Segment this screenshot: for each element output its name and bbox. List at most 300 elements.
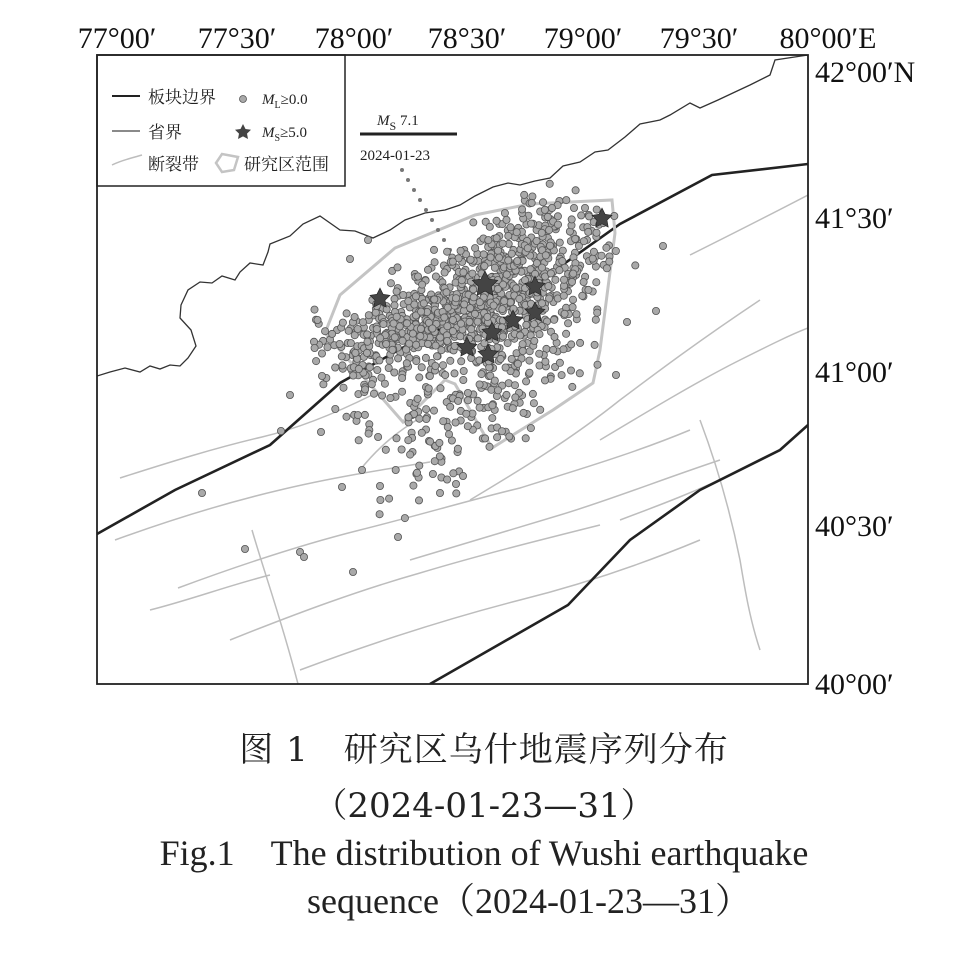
earthquake-event bbox=[516, 295, 523, 302]
earthquake-event bbox=[338, 353, 345, 360]
earthquake-event bbox=[606, 258, 613, 265]
earthquake-event bbox=[592, 316, 599, 323]
earthquake-event bbox=[467, 305, 474, 312]
earthquake-event bbox=[426, 372, 433, 379]
earthquake-event bbox=[364, 236, 371, 243]
earthquake-event bbox=[577, 339, 584, 346]
earthquake-event bbox=[406, 340, 413, 347]
lon-tick-80-00: 80°00′E bbox=[779, 22, 877, 55]
earthquake-event bbox=[512, 394, 519, 401]
earthquake-event bbox=[568, 278, 575, 285]
earthquake-event bbox=[496, 254, 503, 261]
earthquake-event bbox=[466, 318, 473, 325]
earthquake-event bbox=[324, 344, 331, 351]
earthquake-event bbox=[366, 364, 373, 371]
earthquake-event bbox=[377, 496, 384, 503]
earthquake-event bbox=[567, 367, 574, 374]
earthquake-event bbox=[377, 335, 384, 342]
earthquake-event bbox=[505, 257, 512, 264]
earthquake-event bbox=[343, 413, 350, 420]
earthquake-event bbox=[519, 206, 526, 213]
earthquake-event bbox=[513, 285, 520, 292]
earthquake-event bbox=[470, 219, 477, 226]
earthquake-event bbox=[489, 415, 496, 422]
earthquake-event bbox=[472, 245, 479, 252]
mainshock-leader bbox=[400, 168, 458, 262]
earthquake-event bbox=[385, 364, 392, 371]
earthquake-event bbox=[513, 229, 520, 236]
earthquake-event bbox=[563, 330, 570, 337]
earthquake-event bbox=[300, 553, 307, 560]
earthquake-event bbox=[452, 480, 459, 487]
earthquake-event bbox=[440, 418, 447, 425]
earthquake-event bbox=[311, 306, 318, 313]
earthquake-event bbox=[372, 309, 379, 316]
earthquake-event bbox=[476, 404, 483, 411]
earthquake-event bbox=[447, 357, 454, 364]
earthquake-event bbox=[480, 251, 487, 258]
earthquake-event bbox=[436, 439, 443, 446]
earthquake-event bbox=[563, 197, 570, 204]
earthquake-event bbox=[547, 270, 554, 277]
earthquake-event bbox=[424, 340, 431, 347]
earthquake-event bbox=[585, 228, 592, 235]
earthquake-event bbox=[363, 349, 370, 356]
earthquake-event bbox=[572, 235, 579, 242]
earthquake-event bbox=[598, 252, 605, 259]
earthquake-event bbox=[482, 435, 489, 442]
earthquake-event bbox=[546, 227, 553, 234]
earthquake-event bbox=[351, 313, 358, 320]
earthquake-event bbox=[484, 313, 491, 320]
earthquake-event bbox=[517, 332, 524, 339]
earthquake-event bbox=[474, 335, 481, 342]
earthquake-event bbox=[361, 411, 368, 418]
lon-tick-77-00: 77°00′ bbox=[77, 22, 157, 55]
earthquake-event bbox=[441, 269, 448, 276]
earthquake-event bbox=[491, 377, 498, 384]
earthquake-event bbox=[390, 320, 397, 327]
earthquake-event bbox=[503, 391, 510, 398]
mainshock-annotation bbox=[360, 113, 457, 164]
earthquake-event bbox=[578, 212, 585, 219]
earthquake-event bbox=[424, 266, 431, 273]
earthquake-event bbox=[346, 255, 353, 262]
earthquake-event bbox=[451, 370, 458, 377]
earthquake-event bbox=[453, 490, 460, 497]
earthquake-event bbox=[523, 378, 530, 385]
earthquake-event bbox=[416, 374, 423, 381]
legend-ml-label: $M_L\ge 0.0$ bbox=[262, 92, 308, 111]
earthquake-event bbox=[569, 383, 576, 390]
earthquake-event bbox=[347, 340, 354, 347]
earthquake-event bbox=[415, 497, 422, 504]
earthquake-event bbox=[332, 364, 339, 371]
earthquake-event bbox=[570, 204, 577, 211]
earthquake-event bbox=[485, 237, 492, 244]
earthquake-event bbox=[382, 446, 389, 453]
earthquake-event bbox=[528, 220, 535, 227]
earthquake-event bbox=[400, 291, 407, 298]
earthquake-event bbox=[590, 248, 597, 255]
earthquake-event bbox=[417, 325, 424, 332]
earthquake-event bbox=[399, 337, 406, 344]
earthquake-event bbox=[579, 292, 586, 299]
earthquake-event bbox=[423, 415, 430, 422]
earthquake-event bbox=[568, 341, 575, 348]
earthquake-event bbox=[494, 285, 501, 292]
earthquake-event bbox=[458, 277, 465, 284]
earthquake-event bbox=[514, 257, 521, 264]
earthquake-event bbox=[387, 280, 394, 287]
earthquake-events bbox=[198, 180, 666, 575]
earthquake-event bbox=[444, 248, 451, 255]
earthquake-event bbox=[454, 445, 461, 452]
earthquake-event bbox=[526, 369, 533, 376]
earthquake-event bbox=[542, 358, 549, 365]
lat-tick-40-00: 40°00′ bbox=[815, 668, 894, 701]
earthquake-event bbox=[539, 199, 546, 206]
earthquake-event bbox=[447, 403, 454, 410]
earthquake-event bbox=[499, 240, 506, 247]
right-axis-labels bbox=[815, 56, 915, 701]
earthquake-event bbox=[612, 371, 619, 378]
earthquake-event bbox=[373, 325, 380, 332]
earthquake-event bbox=[399, 374, 406, 381]
earthquake-event bbox=[489, 402, 496, 409]
earthquake-event bbox=[398, 446, 405, 453]
earthquake-event bbox=[468, 354, 475, 361]
earthquake-event bbox=[469, 270, 476, 277]
lon-tick-79-00: 79°00′ bbox=[543, 22, 623, 55]
earthquake-event bbox=[560, 292, 567, 299]
earthquake-event bbox=[413, 469, 420, 476]
earthquake-event bbox=[443, 289, 450, 296]
earthquake-event bbox=[476, 381, 483, 388]
earthquake-event bbox=[318, 372, 325, 379]
earthquake-event bbox=[508, 355, 515, 362]
earthquake-event bbox=[322, 328, 329, 335]
earthquake-event bbox=[405, 437, 412, 444]
lat-tick-41-30: 41°30′ bbox=[815, 202, 894, 235]
earthquake-event bbox=[611, 212, 618, 219]
earthquake-event bbox=[374, 366, 381, 373]
earthquake-event bbox=[652, 307, 659, 314]
earthquake-event bbox=[521, 277, 528, 284]
legend-ms-label: $M_S\ge 5.0$ bbox=[262, 125, 308, 144]
earthquake-event bbox=[430, 407, 437, 414]
earthquake-event bbox=[313, 358, 320, 365]
earthquake-event bbox=[507, 224, 514, 231]
earthquake-event bbox=[403, 360, 410, 367]
earthquake-event bbox=[589, 255, 596, 262]
earthquake-event bbox=[403, 320, 410, 327]
earthquake-event bbox=[511, 382, 518, 389]
earthquake-event bbox=[355, 437, 362, 444]
earthquake-event bbox=[560, 346, 567, 353]
legend-study-area: 研究区范围 bbox=[244, 155, 329, 175]
earthquake-event bbox=[431, 259, 438, 266]
earthquake-event bbox=[538, 264, 545, 271]
earthquake-event bbox=[431, 296, 438, 303]
earthquake-event bbox=[490, 302, 497, 309]
earthquake-event bbox=[542, 252, 549, 259]
earthquake-event bbox=[395, 355, 402, 362]
earthquake-event bbox=[332, 405, 339, 412]
earthquake-event bbox=[439, 362, 446, 369]
earthquake-event bbox=[527, 425, 534, 432]
earthquake-event bbox=[580, 238, 587, 245]
earthquake-event bbox=[530, 400, 537, 407]
earthquake-event bbox=[383, 340, 390, 347]
earthquake-event bbox=[425, 385, 432, 392]
earthquake-event bbox=[376, 511, 383, 518]
earthquake-event bbox=[362, 386, 369, 393]
earthquake-event bbox=[538, 300, 545, 307]
earthquake-event bbox=[569, 296, 576, 303]
earthquake-event bbox=[526, 357, 533, 364]
earthquake-event bbox=[464, 389, 471, 396]
earthquake-event bbox=[430, 246, 437, 253]
earthquake-event bbox=[551, 333, 558, 340]
earthquake-event bbox=[381, 380, 388, 387]
earthquake-event bbox=[537, 406, 544, 413]
earthquake-event bbox=[603, 244, 610, 251]
earthquake-event bbox=[504, 340, 511, 347]
earthquake-event bbox=[460, 367, 467, 374]
earthquake-event bbox=[417, 333, 424, 340]
earthquake-event bbox=[486, 223, 493, 230]
earthquake-event bbox=[548, 204, 555, 211]
earthquake-event bbox=[429, 325, 436, 332]
lon-tick-78-00: 78°00′ bbox=[314, 22, 394, 55]
earthquake-event bbox=[603, 265, 610, 272]
earthquake-event bbox=[449, 316, 456, 323]
earthquake-event bbox=[393, 313, 400, 320]
earthquake-event bbox=[343, 310, 350, 317]
earthquake-event bbox=[383, 306, 390, 313]
earthquake-event bbox=[521, 191, 528, 198]
earthquake-event bbox=[497, 355, 504, 362]
earthquake-event bbox=[431, 458, 438, 465]
earthquake-event bbox=[491, 264, 498, 271]
lat-tick-42-00: 42°00′N bbox=[815, 56, 916, 89]
earthquake-event bbox=[286, 391, 293, 398]
earthquake-event bbox=[457, 333, 464, 340]
earthquake-event bbox=[593, 279, 600, 286]
earthquake-event bbox=[444, 337, 451, 344]
caption-english-title: Fig.1 The distribution of Wushi earthquake bbox=[159, 833, 809, 873]
earthquake-event bbox=[585, 286, 592, 293]
earthquake-event bbox=[468, 326, 475, 333]
earthquake-event bbox=[547, 242, 554, 249]
earthquake-event bbox=[499, 333, 506, 340]
earthquake-event bbox=[570, 270, 577, 277]
earthquake-event bbox=[359, 319, 366, 326]
legend-fault-zone: 断裂带 bbox=[148, 155, 199, 175]
earthquake-event bbox=[317, 428, 324, 435]
top-axis-labels bbox=[78, 22, 877, 55]
earthquake-event bbox=[441, 314, 448, 321]
earthquake-event bbox=[429, 470, 436, 477]
earthquake-event bbox=[494, 434, 501, 441]
earthquake-event bbox=[591, 341, 598, 348]
earthquake-event bbox=[355, 365, 362, 372]
earthquake-event bbox=[352, 349, 359, 356]
earthquake-event bbox=[414, 273, 421, 280]
earthquake-event bbox=[457, 247, 464, 254]
legend bbox=[97, 55, 345, 186]
earthquake-event bbox=[432, 362, 439, 369]
earthquake-event bbox=[354, 325, 361, 332]
earthquake-event bbox=[354, 412, 361, 419]
earthquake-event bbox=[314, 316, 321, 323]
earthquake-event bbox=[561, 310, 568, 317]
earthquake-event bbox=[522, 435, 529, 442]
earthquake-event bbox=[198, 489, 205, 496]
earthquake-event bbox=[452, 295, 459, 302]
caption-chinese-title: 图 1 研究区乌什地震序列分布 bbox=[239, 730, 729, 770]
earthquake-event bbox=[623, 318, 630, 325]
earthquake-event bbox=[594, 309, 601, 316]
earthquake-event bbox=[370, 390, 377, 397]
earthquake-event bbox=[386, 495, 393, 502]
earthquake-event bbox=[418, 364, 425, 371]
earthquake-event bbox=[586, 213, 593, 220]
earthquake-event bbox=[433, 353, 440, 360]
lon-tick-78-30: 78°30′ bbox=[427, 22, 507, 55]
earthquake-event bbox=[329, 330, 336, 337]
earthquake-event bbox=[632, 262, 639, 269]
earthquake-event bbox=[365, 312, 372, 319]
earthquake-event bbox=[394, 264, 401, 271]
earthquake-event bbox=[481, 262, 488, 269]
earthquake-event bbox=[364, 338, 371, 345]
earthquake-event bbox=[488, 386, 495, 393]
earthquake-event bbox=[531, 337, 538, 344]
mainshock-magnitude: $M_S$ 7.1 bbox=[377, 113, 419, 133]
earthquake-event bbox=[470, 294, 477, 301]
earthquake-event bbox=[556, 239, 563, 246]
earthquake-event bbox=[376, 482, 383, 489]
earthquake-event bbox=[581, 204, 588, 211]
earthquake-event bbox=[487, 254, 494, 261]
earthquake-event bbox=[364, 331, 371, 338]
earthquake-event bbox=[423, 406, 430, 413]
earthquake-event bbox=[458, 358, 465, 365]
earthquake-event bbox=[545, 283, 552, 290]
earthquake-event bbox=[436, 489, 443, 496]
earthquake-event bbox=[376, 357, 383, 364]
earthquake-event bbox=[401, 515, 408, 522]
earthquake-event bbox=[550, 346, 557, 353]
mainshock-date: 2024-01-23 bbox=[360, 148, 430, 164]
earthquake-event bbox=[569, 304, 576, 311]
earthquake-event bbox=[393, 435, 400, 442]
earthquake-event bbox=[524, 245, 531, 252]
earthquake-event bbox=[503, 271, 510, 278]
earthquake-event bbox=[508, 250, 515, 257]
earthquake-event bbox=[593, 206, 600, 213]
earthquake-event bbox=[558, 372, 565, 379]
earthquake-event bbox=[336, 340, 343, 347]
earthquake-event bbox=[413, 341, 420, 348]
earthquake-event bbox=[420, 300, 427, 307]
earthquake-event bbox=[379, 392, 386, 399]
earthquake-event bbox=[350, 372, 357, 379]
earthquake-event bbox=[541, 206, 548, 213]
earthquake-event bbox=[536, 350, 543, 357]
earthquake-event bbox=[520, 409, 527, 416]
earthquake-event bbox=[576, 370, 583, 377]
earthquake-event bbox=[389, 346, 396, 353]
earthquake-event bbox=[422, 354, 429, 361]
earthquake-event bbox=[546, 295, 553, 302]
earthquake-event bbox=[519, 341, 526, 348]
earthquake-event bbox=[409, 330, 416, 337]
earthquake-event bbox=[451, 342, 458, 349]
earthquake-event bbox=[529, 390, 536, 397]
caption-chinese-date: （2024-01-23—31） bbox=[313, 786, 655, 826]
earthquake-event bbox=[394, 533, 401, 540]
lon-tick-77-30: 77°30′ bbox=[197, 22, 277, 55]
earthquake-event bbox=[340, 384, 347, 391]
earthquake-event bbox=[559, 258, 566, 265]
caption-english-date: sequence（2024-01-23—31） bbox=[307, 881, 751, 921]
earthquake-event bbox=[509, 405, 516, 412]
earthquake-event bbox=[318, 350, 325, 357]
earthquake-event bbox=[345, 327, 352, 334]
earthquake-event bbox=[551, 316, 558, 323]
earthquake-event bbox=[455, 397, 462, 404]
earthquake-event bbox=[418, 429, 425, 436]
earthquake-event bbox=[358, 466, 365, 473]
earthquake-event bbox=[464, 397, 471, 404]
earthquake-event bbox=[476, 299, 483, 306]
earthquake-event bbox=[498, 428, 505, 435]
earthquake-event bbox=[568, 216, 575, 223]
earthquake-event bbox=[474, 397, 481, 404]
earthquake-event bbox=[573, 311, 580, 318]
fault-lines bbox=[115, 195, 808, 684]
earthquake-event bbox=[486, 443, 493, 450]
lon-tick-79-30: 79°30′ bbox=[659, 22, 739, 55]
earthquake-event bbox=[544, 213, 551, 220]
earthquake-event bbox=[556, 267, 563, 274]
earthquake-event bbox=[523, 321, 530, 328]
earthquake-event bbox=[391, 334, 398, 341]
earthquake-event bbox=[349, 568, 356, 575]
earthquake-event bbox=[467, 256, 474, 263]
earthquake-event bbox=[437, 334, 444, 341]
earthquake-event bbox=[459, 472, 466, 479]
earthquake-event bbox=[393, 288, 400, 295]
earthquake-event bbox=[493, 217, 500, 224]
earthquake-event bbox=[470, 286, 477, 293]
earthquake-event bbox=[407, 451, 414, 458]
earthquake-event bbox=[499, 306, 506, 313]
earthquake-event bbox=[391, 302, 398, 309]
earthquake-event bbox=[460, 376, 467, 383]
earthquake-event bbox=[410, 482, 417, 489]
earthquake-event bbox=[463, 410, 470, 417]
earthquake-event bbox=[494, 387, 501, 394]
earthquake-event bbox=[452, 419, 459, 426]
earthquake-event bbox=[514, 360, 521, 367]
earthquake-event bbox=[502, 364, 509, 371]
earthquake-event bbox=[387, 394, 394, 401]
earthquake-event bbox=[612, 247, 619, 254]
